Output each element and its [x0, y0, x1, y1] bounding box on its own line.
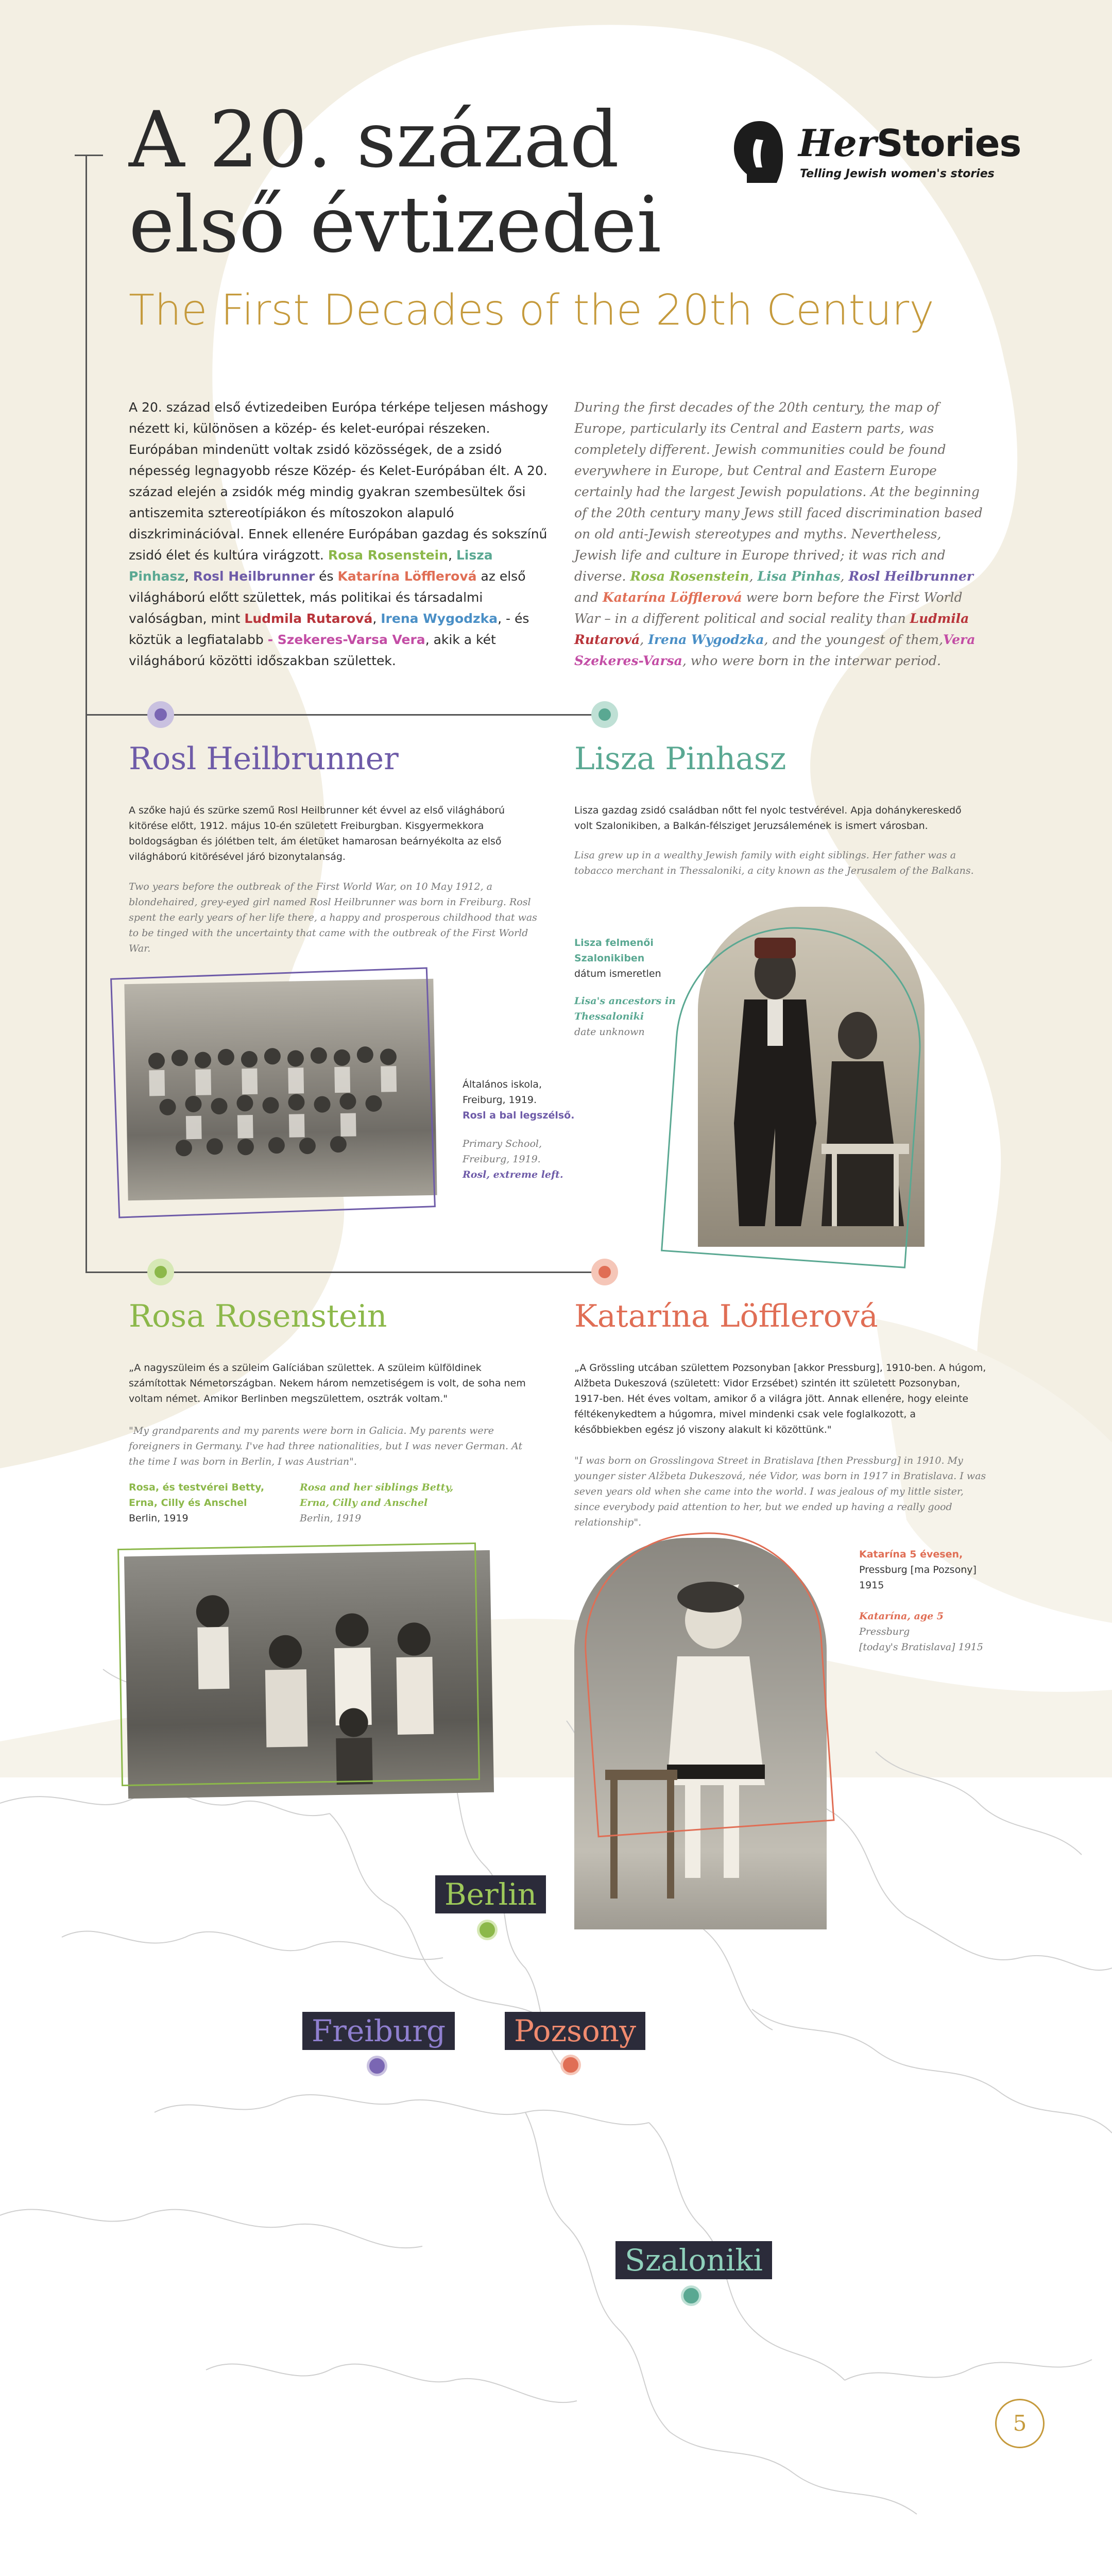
name-katarina-en: Katarína Löfflerová: [602, 590, 742, 605]
map-dot-pozsony: [560, 2055, 581, 2075]
name-lisza: Lisza Pinhasz: [129, 548, 493, 584]
katarina-caption-en: Katarína, age 5 Pressburg [today's Bratislava] 1915: [859, 1611, 983, 1653]
timeline-line: [85, 155, 87, 1273]
map-label-berlin: Berlin: [435, 1875, 546, 1913]
intro-english: During the first decades of the 20th century, the map of Europe, particularly its Central and Eastern parts, was completely different. Jewish communities could be found everywhere in Europe, but Central and Eastern Europe certainly had the largest Jewish populations. At the beginning of the 20th century many Jews still faced discrimination based on old anti-Jewish stereotypes and myths. Nevertheless, Jewish life and culture in Europe thrived; it was rich and diverse. Rosa Rosenstein, Lisa Pinhas, Rosl Heilbrunner and Katarína Löfflerová were born before the First World War – in a different political and social reality than Ludmila Rutarová, Irena Wygodzka, and the youngest of them,Vera Szekeres-Varsa, who were born in the interwar period.: [574, 400, 983, 668]
lisza-name: Lisza Pinhasz: [574, 741, 786, 777]
rosa-photo-frame: [117, 1543, 480, 1786]
lisza-caption-hu: Lisza felmenői Szalonikiben dátum ismeretlen: [574, 937, 661, 979]
name-rosa: Rosa Rosenstein: [328, 548, 448, 563]
rosl-name: Rosl Heilbrunner: [129, 741, 399, 777]
title-hu-line2: első évtizedei: [129, 180, 662, 270]
rosa-text-hu: „A nagyszüleim és a szüleim Galíciában születtek. A szüleim külföldinek számítottak Németországban. Nekem három nemzetiségem is volt, de soha nem voltam német. Amikor Berlinben megszülettem, osztrák voltam.": [129, 1362, 526, 1404]
katarina-text-hu: „A Grössling utcában születtem Pozsonyban [akkor Pressburg], 1910-ben. A húgom, Alžbeta Dukeszová (született: Vidor Erzsébet) szintén itt született Pozsonyban, 1917-ben. Hét éves voltam, amikor ő a világra jött. Annak ellenére, hogy eleinte féltékenykedtem a húgomra, mivel mindenki csak vele foglalkozott, a későbbiekben egész jó viszony alakult ki közöttünk.": [574, 1362, 986, 1435]
intro-hungarian: A 20. század első évtizedeiben Európa térképe teljesen máshogy nézett ki, különösen a közép- és kelet-európai részeken. Európában mindenütt voltak zsidó közösségek, de a zsidó népesség legnagyobb része Közép- és Kelet-Európában élt. A 20. század elején a zsidók még mindig gyakran szembesültek ősi antiszemita sztereotípiákon és mítoszokon alapuló diszkriminációval. Ennek ellenére Európában gazdag és sokszínű zsidó élet és kultúra virágzott. Rosa Rosenstein, Lisza Pinhasz, Rosl Heilbrunner és Katarína Löfflerová az első világháború előtt születtek, más politikai és társadalmi valóságban, mint Ludmila Rutarová, Irena Wygodzka, - és köztük a legfiatalabb - Szekeres-Varsa Vera, akik a két világháború közötti időszakban születtek.: [129, 400, 549, 668]
rosa-dot: [147, 1259, 174, 1285]
lisza-caption-en: Lisa's ancestors in Thessaloniki date unknown: [574, 995, 676, 1038]
title-hu-line1: A 20. század: [129, 95, 620, 185]
katarina-dot: [591, 1259, 618, 1285]
rosl-text-hu: A szőke hajú és szürke szemű Rosl Heilbrunner két évvel az első világháború kitörése előtt, 1912. május 10-én született Freiburgban. Kisgyermekkora boldogságban és jólétben telt, ám életüket hamarosan beárnyékolta az első világháború kitörésével járó bizonytalanság.: [129, 805, 505, 862]
name-vera: - Szekeres-Varsa Vera: [267, 632, 425, 647]
rosl-caption-hu: Általános iskola, Freiburg, 1919. Rosl a bal legszélső.: [463, 1079, 575, 1121]
name-irena: Irena Wygodzka: [381, 611, 498, 626]
lisza-dot: [591, 701, 618, 728]
logo-tagline: Telling Jewish women's stories: [800, 167, 995, 180]
katarina-name: Katarína Löfflerová: [574, 1298, 878, 1334]
lisza-text-en: Lisa grew up in a wealthy Jewish family with eight siblings. Her father was a tobacco merchant in Thessaloniki, a city known as the Jerusalem of the Balkans.: [574, 850, 974, 876]
map-dot-szaloniki: [681, 2285, 702, 2306]
logo-wordmark: HerStories: [798, 121, 1021, 165]
rosl-dot: [147, 701, 174, 728]
name-vera-en: Vera Szekeres-Varsa: [574, 632, 976, 668]
name-rosl-en: Rosl Heilbrunner: [848, 569, 973, 584]
rosl-photo-frame: [110, 967, 436, 1218]
name-ludmila: Ludmila Rutarová: [244, 611, 373, 626]
rosa-caption-hu: Rosa, és testvérei Betty, Erna, Cilly és Anschel Berlin, 1919: [129, 1482, 265, 1524]
rosa-name: Rosa Rosenstein: [129, 1298, 387, 1334]
map-label-pozsony: Pozsony: [505, 2012, 645, 2050]
name-ludmila-en: Ludmila Rutarová: [574, 611, 969, 647]
name-lisa-en: Lisa Pinhas: [757, 569, 841, 584]
map-label-freiburg: Freiburg: [302, 2012, 455, 2050]
katarina-text-en: "I was born on Grosslingova Street in Bratislava [then Pressburg] in 1910. My younger sister Alžbeta Dukeszová, née Vidor, was born in 1917 in Bratislava. I was seven years old when she came into the world. I was jealous of my little sister, since everybody paid attention to her, but we ended up having a really good relationship".: [574, 1455, 986, 1528]
page-subtitle: The First Decades of the 20th Century: [129, 286, 934, 335]
name-irena-en: Irena Wygodzka: [648, 632, 764, 647]
rosa-text-en: "My grandparents and my parents were born in Galicia. My parents were foreigners in Germany. I've had three nationalities, but I was never German. At the time I was born in Berlin, I was Austrian".: [129, 1425, 523, 1467]
rosa-caption-en: Rosa and her siblings Betty, Erna, Cilly and Anschel Berlin, 1919: [300, 1482, 454, 1524]
page-number: 5: [995, 2399, 1045, 2448]
map-dot-berlin: [477, 1920, 498, 1940]
rosl-text-en: Two years before the outbreak of the First World War, on 10 May 1912, a blondehaired, grey-eyed girl named Rosl Heilbrunner was born in Freiburg. Rosl spent the early years of her life there, a happy and prosperous childhood that was to be tinged with the uncertainty that came with the outbreak of the First World War.: [129, 881, 537, 954]
map-label-szaloniki: Szaloniki: [615, 2241, 772, 2279]
map-dot-freiburg: [367, 2056, 387, 2076]
name-rosl: Rosl Heilbrunner: [193, 569, 315, 584]
rosl-caption-en: Primary School, Freiburg, 1919. Rosl, extreme left.: [463, 1138, 563, 1180]
herstories-logo: [731, 116, 1021, 193]
header-rule: [75, 155, 103, 156]
name-rosa-en: Rosa Rosenstein: [630, 569, 749, 584]
logo-head-icon: [731, 118, 788, 185]
katarina-caption-hu: Katarína 5 évesen, Pressburg [ma Pozsony] 1915: [859, 1549, 977, 1591]
page-title: [129, 95, 662, 270]
lisza-photo-frame: [661, 919, 929, 1268]
lisza-text-hu: Lisza gazdag zsidó családban nőtt fel nyolc testvérével. Apja dohánykereskedő volt Szalonikiben, a Balkán-félsziget Jeruzsálemének is ismert városban.: [574, 805, 962, 832]
name-katarina: Katarína Löfflerová: [337, 569, 477, 584]
